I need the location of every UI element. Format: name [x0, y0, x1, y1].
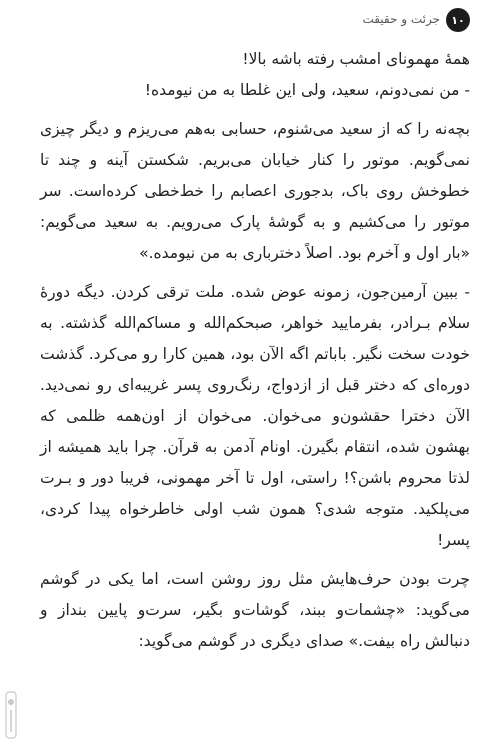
paragraph-4: - ببین آرمین‌جون، زمونه عوض شده. ملت ترقی کردن. دیگه دورهٔ سلام بـرادر، بفرمایید خواهر، صبحکم‌الله و مساکم‌الله گذشته. به خودت سخت نگیر. باباتم اگه الآن بود، همین کارا رو می‌کرد. گذشت دوره‌ای که دختر قبل از ازدواج، رنگ‌روی پسر غریبه‌ای رو نمی‌دید. الآن دخترا حقشون‌و می‌خوان. می‌خوان از اون‌همه ظلمی که بهشون شده، انتقام بگیرن. اونام آدمن به قرآن. چرا باید همیشه از لذتا محروم باشن؟! راستی، اول تا آخر مهمونی، فریبا دور و بـرت می‌پلکید. متوجه شدی؟ همون شب اولی خاطرخواه پیدا کردی، پسر!: [40, 283, 470, 549]
paragraph-gap: [40, 106, 470, 114]
paragraph-gap: [40, 556, 470, 564]
page-body: [40, 44, 470, 657]
running-title: جرئت و حقیقت: [362, 12, 440, 26]
paragraph-3: بچه‌نه را که از سعید می‌شنوم، حسابی به‌هم می‌ریزم و دیگر چیزی نمی‌گویم. موتور را کنار خیابان می‌بریم. شکستن آینه و چند تا خطوخش روی باک، بدجوری اعصابم را خط‌خطی کرده‌است. سر موتور را می‌کشیم و به گوشهٔ پارک می‌رویم. به سعید می‌گویم: «بار اول و آخرم بود. اصلاً دخترباری به من نیومده.»: [40, 120, 470, 262]
paragraph-5: چرت بودن حرف‌هایش مثل روز روشن است، اما یکی در گوشم می‌گوید: «چشمات‌و ببند، گوشات‌و بگیر، سرت‌و پایین بنداز و دنبالش راه بیفت.» صدای دیگری در گوشم می‌گوید:: [40, 570, 470, 650]
page-number-badge: ۱۰: [446, 8, 470, 32]
watermark-logo: [2, 688, 20, 742]
paragraph-2: - من نمی‌دونم، سعید، ولی این غلطا به من نیومده!: [144, 81, 470, 99]
paragraph-gap: [40, 269, 470, 277]
watermark-icon: [3, 690, 19, 740]
paragraph-1: همهٔ مهمونای امشب رفته باشه بالا!: [242, 50, 470, 68]
page-header: [0, 6, 500, 34]
